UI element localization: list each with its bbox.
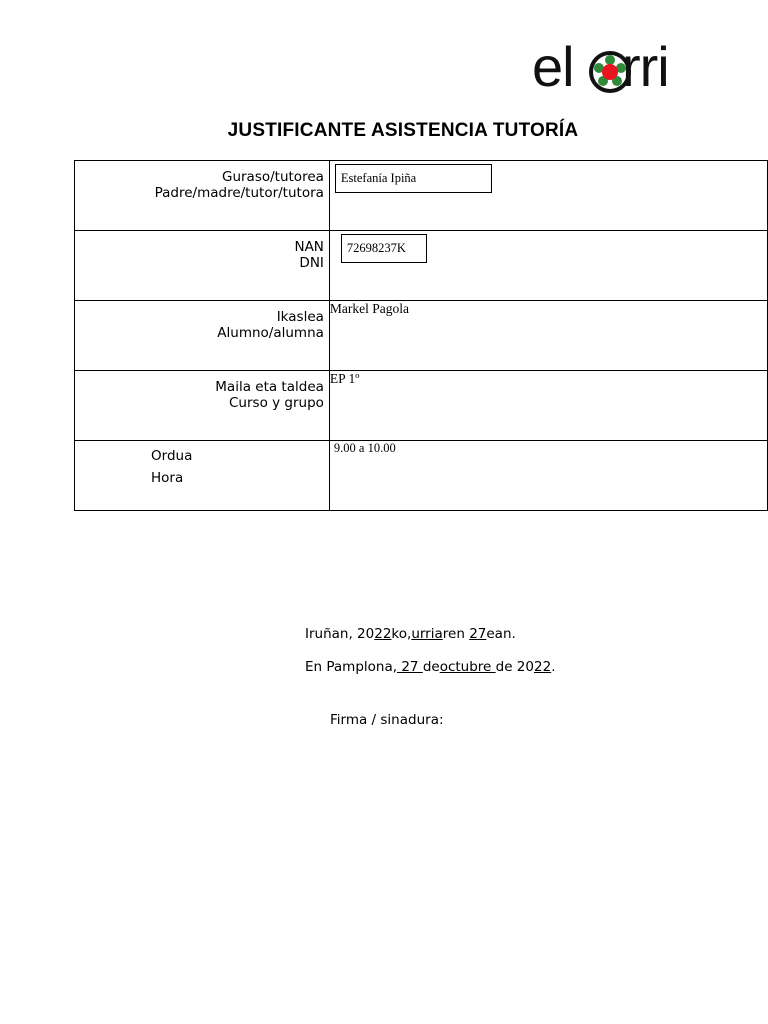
signature-label: Firma / sinadura: <box>330 712 444 728</box>
row-student <box>75 301 768 371</box>
year-field-eu[interactable]: 22 <box>374 626 392 642</box>
course-group-value[interactable]: EP 1º <box>329 371 360 386</box>
place-date-spanish: En Pamplona, 27 deoctubre de 2022. <box>305 659 556 675</box>
label-dni-es: DNI <box>299 255 324 271</box>
label-student-es: Alumno/alumna <box>217 325 324 341</box>
time-value[interactable]: 9.00 a 10.00 <box>333 441 396 455</box>
month-field-eu[interactable]: urria <box>411 626 443 642</box>
logo-text-right: rri <box>622 35 669 98</box>
label-parent-es: Padre/madre/tutor/tutora <box>154 185 324 201</box>
dni-field[interactable]: 72698237K <box>341 234 427 263</box>
value-cell-dni <box>329 231 767 301</box>
month-field-es[interactable]: octubre <box>439 659 496 675</box>
label-course-eu: Maila eta taldea <box>215 379 324 395</box>
day-field-es[interactable]: 27 <box>397 659 423 675</box>
label-course <box>75 371 330 441</box>
row-dni <box>75 231 768 301</box>
day-field-eu[interactable]: 27 <box>469 626 487 642</box>
year-field-es[interactable]: 22 <box>534 659 552 675</box>
row-time <box>75 441 768 511</box>
value-cell-parent <box>329 161 767 231</box>
value-cell-time <box>329 441 767 511</box>
document-title: JUSTIFICANTE ASISTENCIA TUTORÍA <box>227 120 579 141</box>
label-student-eu: Ikaslea <box>276 309 324 325</box>
row-parent <box>75 161 768 231</box>
label-parent <box>75 161 330 231</box>
label-course-es: Curso y grupo <box>229 395 324 411</box>
label-parent-eu: Guraso/tutorea <box>221 169 324 185</box>
parent-name-field[interactable]: Estefanía Ipiña <box>335 164 492 193</box>
value-cell-course <box>329 371 767 441</box>
label-time <box>75 441 330 511</box>
label-time-eu: Ordua <box>151 448 193 464</box>
label-dni <box>75 231 330 301</box>
form-table <box>74 160 768 511</box>
place-date-basque: Iruñan, 2022ko,urriaren 27ean. <box>305 626 516 642</box>
value-cell-student <box>329 301 767 371</box>
row-course <box>75 371 768 441</box>
logo-text-left: el <box>532 35 574 98</box>
label-time-es: Hora <box>151 470 184 486</box>
label-student <box>75 301 330 371</box>
student-name-value[interactable]: Markel Pagola <box>329 301 410 316</box>
label-dni-eu: NAN <box>294 239 324 255</box>
elorri-logo <box>532 35 687 104</box>
